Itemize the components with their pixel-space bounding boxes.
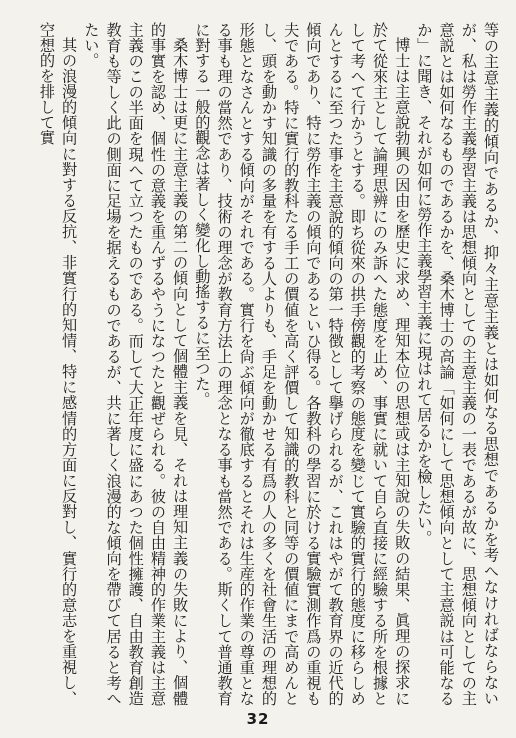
page-number: 32 (246, 710, 270, 728)
paragraph-1: 等の主意主義的傾向であるか、抑々主意主義とは如何なる思想であるかを考へなければならないが、私は勞作主義學習主義は思想傾向としての主意主義の一表であるが故に、思想傾向としての主意説とは如何なるものであるかを、桑木博士の高論「如何にして思想傾向として主意説は可能なるか」に聞き、それが如何に勞作主義學習主義に現はれて居るかを檢したい。 (415, 22, 500, 706)
vertical-text-body (18, 22, 502, 706)
paragraph-3: 桑木博士は更に主意主義の第二の傾向として個體主義を見、それは理知主義の失敗により、個體的事實を認め、個性の意義を重んずるやうになつたと觀ぜられる。彼の自由精神的作業主義は主意主義のこの半面を現へて立つたものである。而して大正年度に盛にあつた個性擁護、自由教育創造教育も等しく此の側面に足場を据えるものであるが、共に著しく浪漫的な傾向を帶びて居ると考へたい。 (82, 22, 190, 706)
paragraph-2: 博士は主意說勃興の因由を歷史に求め、理知本位の思想或は主知說の失敗の結果、眞理の探求に於て從來主として論理思辨にのみ訴へた態度を止め、事實に就いて自ら直接に經驗する所を根據として考へて行かうとする。即ち從來の拱手傍觀的考察の態度を變じて實驗的實行的態度に移らしめんとするに至つた事を主意說的傾向の第一特徴として擧げられるが、これはやがて教育界の近代的傾向であり、特に勞作主義の傾向であるといひ得る。各教科の學習に於ける實驗實測作爲の重視も夫である。特に實行的教科たる手工の價値を高く評價して知識的教科と同等の價値にまで高めんとし、頭を動かす知識の多量を有する人よりも、手足を動かせる有爲の人の多くを社會生活の理想的形態となさんとする傾向がそれである。實行を尙ぶ傾向が徹底するとそれは生産的作業の尊重となる事も理の當然であり、技術の理念が教育方法上の理念となる事も當然である。斯くして普通教育に對する一般的觀念は著しく變化し動搖するに至つた。 (193, 22, 412, 706)
paragraph-4: 其の浪漫的傾向に對する反抗、非實行的知情、特に感情的方面に反對し、實行的意志を重視し、空想的を排して實 (37, 22, 79, 706)
